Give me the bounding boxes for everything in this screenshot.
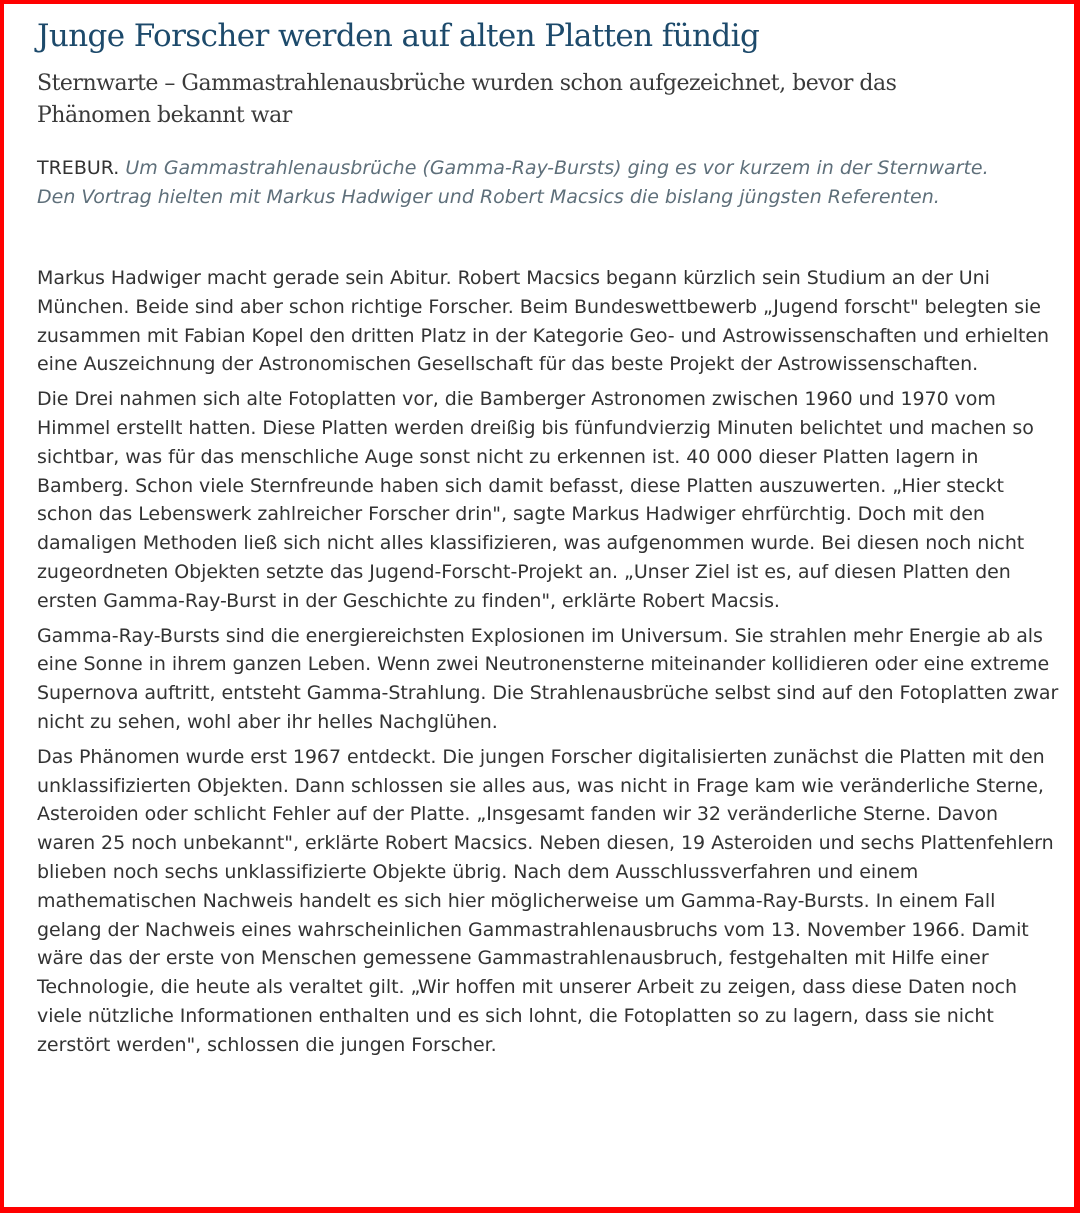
- article-body: [37, 264, 1062, 1060]
- paragraph: Die Drei nahmen sich alte Fotoplatten vor, die Bamberger Astronomen zwischen 1960 und 1970 vom Himmel erstellt hatten. Diese Platten werden dreißig bis fünfundvierzig Minuten belichtet und machen so sichtbar, was für das menschliche Auge sonst nicht zu erkennen ist. 40 000 dieser Platten lagern in Bamberg. Schon viele Sternfreunde haben sich damit befasst, diese Platten auszuwerten. „Hier steckt schon das Lebenswerk zahlreicher Forscher drin", sagte Markus Hadwiger ehrfürchtig. Doch mit den damaligen Methoden ließ sich nicht alles klassifizieren, was aufgenommen wurde. Bei diesen noch nicht zugeordneten Objekten setzte das Jugend-Forscht-Projekt an. „Unser Ziel ist es, auf diesen Platten den ersten Gamma-Ray-Burst in der Geschichte zu finden", erklärte Robert Macsis.: [37, 388, 1034, 612]
- article-subheadline: Sternwarte – Gammastrahlenausbrüche wurden schon aufgezeichnet, bevor das Phänomen bekannt war: [37, 71, 897, 128]
- lead-text: Um Gammastrahlenausbrüche (Gamma-Ray-Bursts) ging es vor kurzem in der Sternwarte. Den Vortrag hielten mit Markus Hadwiger und Robert Macsics die bislang jüngsten Referenten.: [37, 157, 989, 208]
- paragraph: Gamma-Ray-Bursts sind die energiereichsten Explosionen im Universum. Sie strahlen mehr Energie ab als eine Sonne in ihrem ganzen Leben. Wenn zwei Neutronensterne miteinander kollidieren oder eine extreme Supernova auftritt, entsteht Gamma-Strahlung. Die Strahlenausbrüche selbst sind auf den Fotoplatten zwar nicht zu sehen, wohl aber ihr helles Nachglühen.: [37, 624, 1059, 733]
- article-lead: [37, 154, 1027, 212]
- article: [37, 14, 1062, 1066]
- article-headline: Junge Forscher werden auf alten Platten fündig: [37, 18, 760, 54]
- dateline: TREBUR.: [37, 157, 120, 179]
- paragraph: Markus Hadwiger macht gerade sein Abitur. Robert Macsics begann kürzlich sein Studium an der Uni München. Beide sind aber schon richtige Forscher. Beim Bundeswettbewerb „Jugend forscht" belegten sie zusammen mit Fabian Kopel den dritten Platz in der Kategorie Geo- und Astrowissenschaften und erhielten eine Auszeichnung der Astronomischen Gesellschaft für das beste Projekt der Astrowissenschaften.: [37, 267, 1050, 376]
- paragraph: Das Phänomen wurde erst 1967 entdeckt. Die jungen Forscher digitalisierten zunächst die Platten mit den unklassifizierten Objekten. Dann schlossen sie alles aus, was nicht in Frage kam wie veränderliche Sterne, Asteroiden oder schlicht Fehler auf der Platte. „Insgesamt fanden wir 32 veränderliche Sterne. Davon waren 25 noch unbekannt", erklärte Robert Macsics. Neben diesen, 19 Asteroiden und sechs Plattenfehlern blieben noch sechs unklassifizierte Objekte übrig. Nach dem Ausschlussverfahren und einem mathematischen Nachweis handelt es sich hier möglicherweise um Gamma-Ray-Bursts. In einem Fall gelang der Nachweis eines wahrscheinlichen Gammastrahlenausbruchs vom 13. November 1966. Damit wäre das der erste von Menschen gemessene Gammastrahlenausbruch, festgehalten mit Hilfe einer Technologie, die heute als veraltet gilt. „Wir hoffen mit unserer Arbeit zu zeigen, dass diese Daten noch viele nützliche Informationen enthalten und es sich lohnt, die Fotoplatten so zu lagern, dass sie nicht zerstört werden", schlossen die jungen Forscher.: [37, 745, 1054, 1056]
